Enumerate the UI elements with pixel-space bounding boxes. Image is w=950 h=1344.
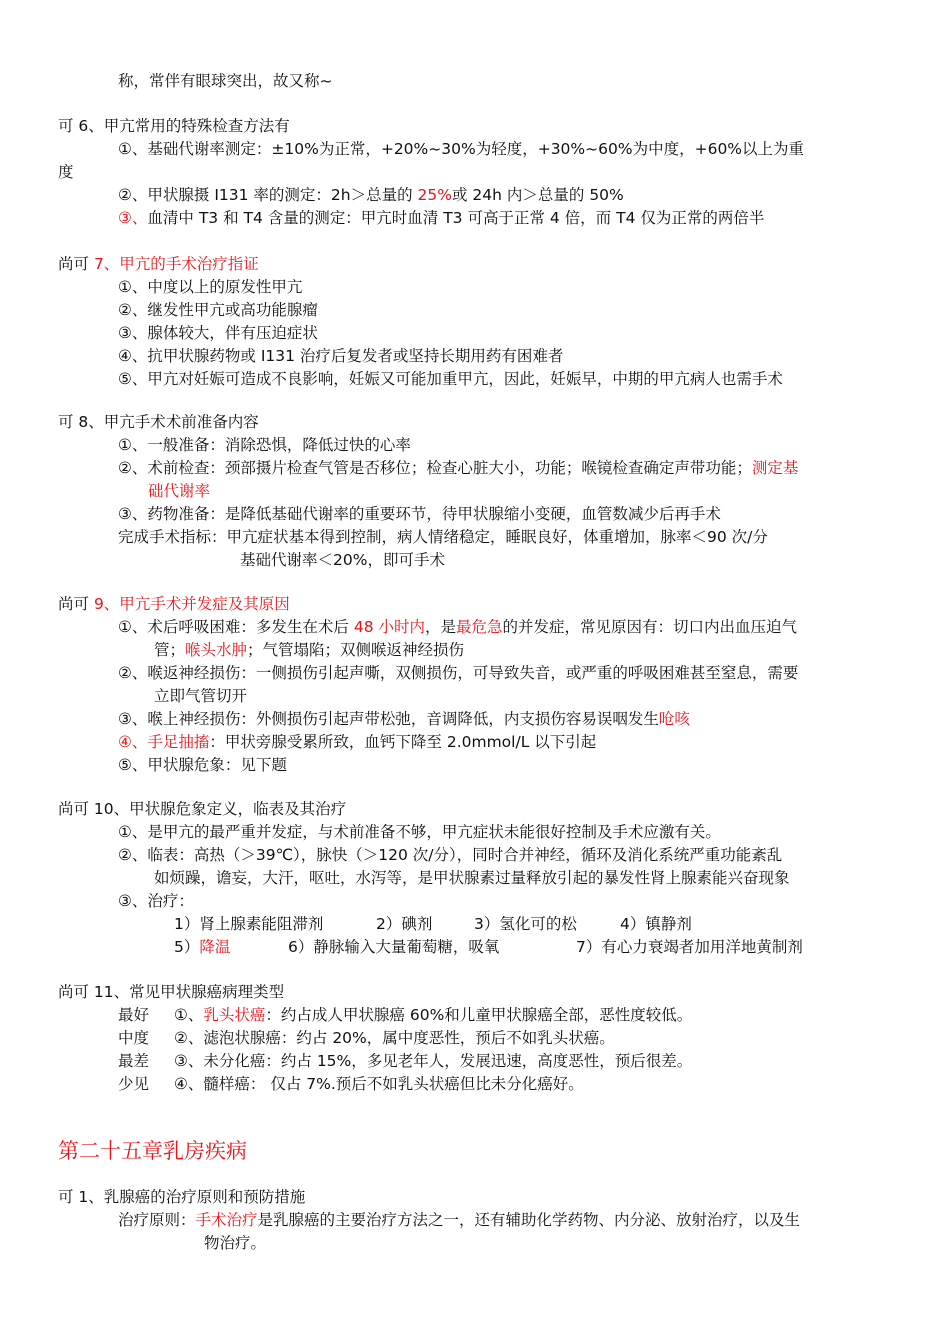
list-item-continuation: 基础代谢率＜20%，即可手术 — [240, 551, 445, 569]
list-item: ②、喉返神经损伤：一侧损伤引起声嘶，双侧损伤，可导致失音，或严重的呼吸困难甚至窒息，需要 — [118, 664, 799, 682]
list-item: ②、术前检查：颈部摄片检查气管是否移位；检查心脏大小，功能；喉镜检查确定声带功能；测定基 — [118, 459, 799, 477]
section-title: 尚可 10、甲状腺危象定义，临表及其治疗 — [58, 800, 347, 818]
text-line: 称，常伴有眼球突出，故又称~ — [118, 72, 333, 90]
list-item: ③、治疗： — [118, 892, 194, 910]
list-item-continuation: 物治疗。 — [204, 1234, 267, 1252]
list-item-continuation: 管；喉头水肿；气管塌陷；双侧喉返神经损伤 — [154, 641, 465, 659]
treatment-item: 3）氢化可的松 — [474, 915, 577, 933]
list-item: ④、抗甲状腺药物或 I131 治疗后复发者或坚持长期用药有困难者 — [118, 347, 564, 365]
grade-label: 中度 — [118, 1029, 150, 1047]
chapter-heading: 第二十五章乳房疾病 — [58, 1139, 247, 1163]
list-item: 完成手术指标：甲亢症状基本得到控制，病人情绪稳定，睡眠良好，体重增加，脉率＜90 次/分 — [118, 528, 768, 546]
grade-label: 少见 — [118, 1075, 150, 1093]
list-item: ①、术后呼吸困难：多发生在术后 48 小时内，是最危急的并发症，常见原因有：切口内出血压迫气 — [118, 618, 798, 636]
list-item: ③、血清中 T3 和 T4 含量的测定：甲亢时血清 T3 可高于正常 4 倍，而 T4 仅为正常的两倍半 — [118, 209, 765, 227]
list-item-continuation: 如烦躁，谵妄，大汗，呕吐，水泻等，是甲状腺素过量释放引起的暴发性肾上腺素能兴奋现象 — [154, 869, 790, 887]
list-item: ⑤、甲状腺危象：见下题 — [118, 756, 287, 774]
list-item: ①、基础代谢率测定：±10%为正常，+20%~30%为轻度，+30%~60%为中度，+60%以上为重 — [118, 140, 805, 158]
section-title: 尚可 7、甲亢的手术治疗指证 — [58, 255, 259, 273]
list-item: ③、药物准备：是降低基础代谢率的重要环节，待甲状腺缩小变硬，血管数减少后再手术 — [118, 505, 721, 523]
list-item: ②、继发性甲亢或高功能腺瘤 — [118, 301, 318, 319]
list-item: ①、中度以上的原发性甲亢 — [118, 278, 303, 296]
section-title: 可 6、甲亢常用的特殊检查方法有 — [58, 117, 290, 135]
treatment-item: 6）静脉输入大量葡萄糖，吸氧 — [288, 938, 500, 956]
treatment-item: 5）降温 — [174, 938, 231, 956]
treatment-item: 2）碘剂 — [376, 915, 433, 933]
treatment-item: 1）肾上腺素能阻滞剂 — [174, 915, 324, 933]
section-title: 可 8、甲亢手术术前准备内容 — [58, 413, 259, 431]
list-item: ①、是甲亢的最严重并发症，与术前准备不够，甲亢症状未能很好控制及手术应激有关。 — [118, 823, 721, 841]
list-item-continuation: 立即气管切开 — [154, 687, 248, 705]
section-title: 尚可 9、甲亢手术并发症及其原因 — [58, 595, 290, 613]
list-item: ①、乳头状癌：约占成人甲状腺癌 60%和儿童甲状腺癌全部，恶性度较低。 — [174, 1006, 693, 1024]
grade-label: 最好 — [118, 1006, 150, 1024]
section-title: 可 1、乳腺癌的治疗原则和预防措施 — [58, 1188, 306, 1206]
list-item-continuation: 度 — [58, 163, 74, 181]
list-item: ③、腺体较大，伴有压迫症状 — [118, 324, 318, 342]
grade-label: 最差 — [118, 1052, 150, 1070]
list-item: ②、滤泡状腺癌：约占 20%，属中度恶性，预后不如乳头状癌。 — [174, 1029, 615, 1047]
list-item-continuation: 础代谢率 — [148, 482, 211, 500]
section-title: 尚可 11、常见甲状腺癌病理类型 — [58, 983, 285, 1001]
list-item: 治疗原则：手术治疗是乳腺癌的主要治疗方法之一，还有辅助化学药物、内分泌、放射治疗，以及生 — [118, 1211, 801, 1229]
list-item: ⑤、甲亢对妊娠可造成不良影响，妊娠又可能加重甲亢，因此，妊娠早，中期的甲亢病人也需手术 — [118, 370, 783, 388]
list-item: ④、手足抽搐：甲状旁腺受累所致，血钙下降至 2.0mmol/L 以下引起 — [118, 733, 597, 751]
list-item: ③、未分化癌：约占 15%，多见老年人，发展迅速，高度恶性，预后很差。 — [174, 1052, 693, 1070]
treatment-item: 7）有心力衰竭者加用洋地黄制剂 — [576, 938, 803, 956]
list-item: ②、甲状腺摄 I131 率的测定：2h＞总量的 25%或 24h 内＞总量的 50% — [118, 186, 624, 204]
list-item: ②、临表：高热（＞39℃），脉快（＞120 次/分），同时合并神经，循环及消化系统严重功能紊乱 — [118, 846, 783, 864]
list-item: ④、髓样癌： 仅占 7%.预后不如乳头状癌但比未分化癌好。 — [174, 1075, 584, 1093]
list-item: ①、一般准备：消除恐惧，降低过快的心率 — [118, 436, 411, 454]
treatment-item: 4）镇静剂 — [620, 915, 692, 933]
list-item: ③、喉上神经损伤：外侧损伤引起声带松弛，音调降低，内支损伤容易误咽发生呛咳 — [118, 710, 690, 728]
